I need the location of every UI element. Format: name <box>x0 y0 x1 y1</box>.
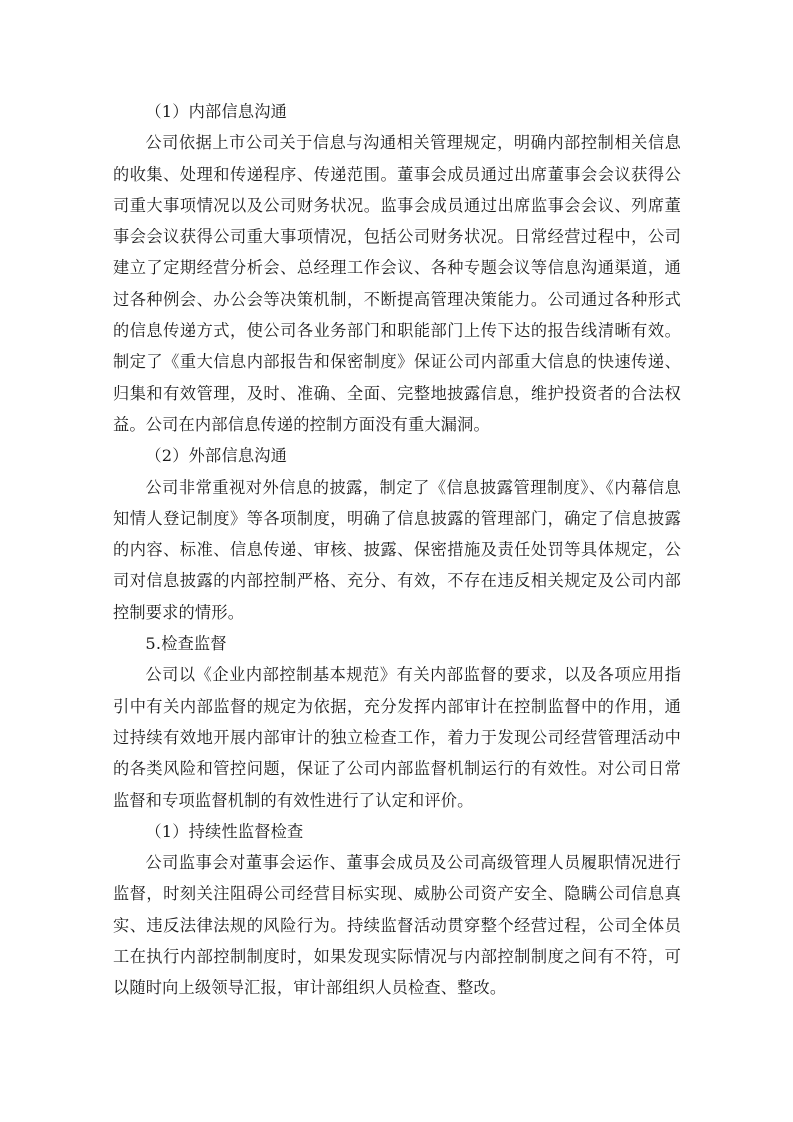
paragraph-internal-info-communication: 公司依据上市公司关于信息与沟通相关管理规定，明确内部控制相关信息的收集、处理和传递程序、传递范围。董事会成员通过出席董事会会议获得公司重大事项情况以及公司财务状况。监事会成员通过出席监事会会议、列席董事会会议获得公司重大事项情况，包括公司财务状况。日常经营过程中，公司建立了定期经营分析会、总经理工作会议、各种专题会议等信息沟通渠道，通过各种例会、办公会等决策机制，不断提高管理决策能力。公司通过各种形式的信息传递方式，使公司各业务部门和职能部门上传下达的报告线清晰有效。制定了《重大信息内部报告和保密制度》保证公司内部重大信息的快速传递、归集和有效管理，及时、准确、全面、完整地披露信息，维护投资者的合法权益。公司在内部信息传递的控制方面没有重大漏洞。 <box>113 133 681 434</box>
paragraph-inspection-supervision: 公司以《企业内部控制基本规范》有关内部监督的要求，以及各项应用指引中有关内部监督的规定为依据，充分发挥内部审计在控制监督中的作用，通过持续有效地开展内部审计的独立检查工作，着力于发现公司经营管理活动中的各类风险和管控问题，保证了公司内部监督机制运行的有效性。对公司日常监督和专项监督机制的有效性进行了认定和评价。 <box>113 665 681 810</box>
paragraph-continuous-supervision: 公司监事会对董事会运作、董事会成员及公司高级管理人员履职情况进行监督，时刻关注阻碍公司经营目标实现、威胁公司资产安全、隐瞒公司信息真实、违反法律法规的风险行为。持续监督活动贯穿整个经营过程，公司全体员工在执行内部控制制度时，如果发现实际情况与内部控制制度之间有不符，可以随时向上级领导汇报，审计部组织人员检查、整改。 <box>113 853 681 998</box>
section-heading-inspection-supervision: 5.检查监督 <box>145 634 227 654</box>
section-heading-continuous-supervision: （1）持续性监督检查 <box>145 821 304 841</box>
section-heading-external-info-communication: （2）外部信息沟通 <box>145 446 287 466</box>
paragraph-external-info-communication: 公司非常重视对外信息的披露，制定了《信息披露管理制度》、《内幕信息知情人登记制度》等各项制度，明确了信息披露的管理部门，确定了信息披露的内容、标准、信息传递、审核、披露、保密措施及责任处罚等具体规定，公司对信息披露的内部控制严格、充分、有效，不存在违反相关规定及公司内部控制要求的情形。 <box>113 477 681 622</box>
section-heading-internal-info-communication: （1）内部信息沟通 <box>145 102 287 121</box>
